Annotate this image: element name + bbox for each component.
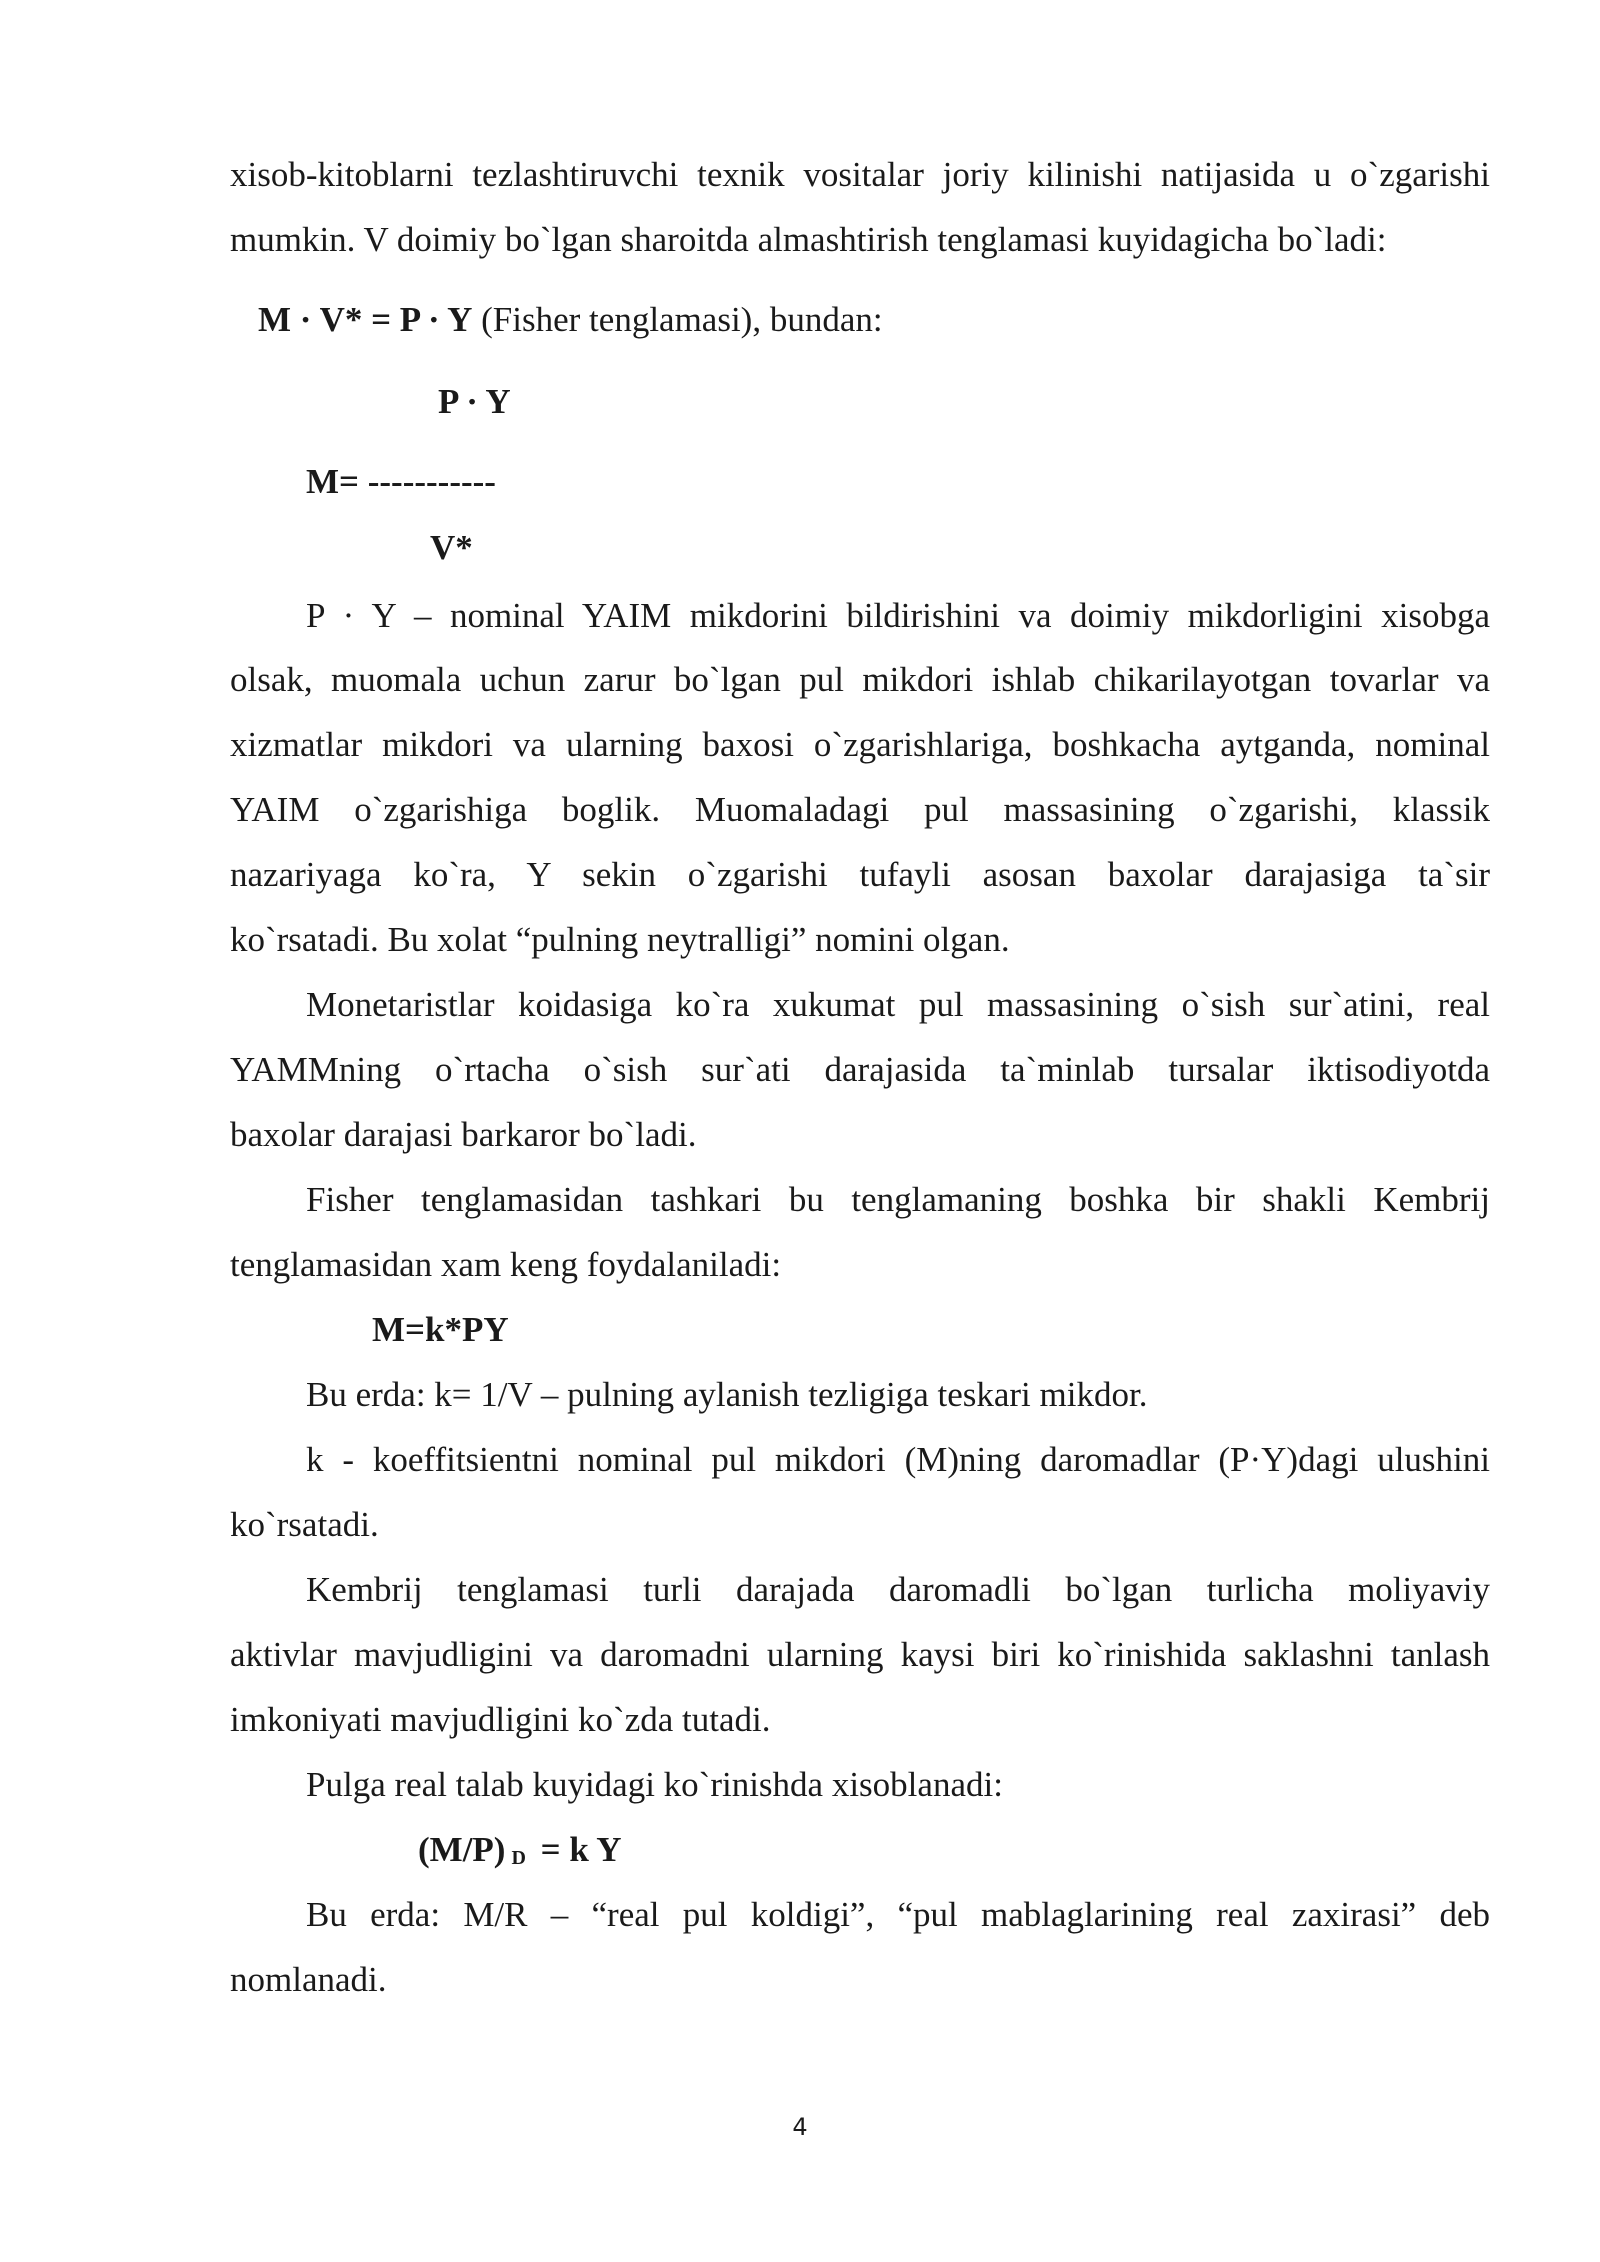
fraction-denominator: V* xyxy=(430,528,473,567)
fisher-equation: M · V* = P · Y xyxy=(258,300,473,339)
text-line-7: nazariyaga ko`ra, Y sekin o`zgarishi tufayli asosan baxolar darajasiga ta`sir xyxy=(230,855,1490,894)
page-number: 4 xyxy=(792,2113,808,2141)
text-line-10: YAMMning o`rtacha o`sish sur`ati darajasida ta`minlab tursalar iktisodiyotda xyxy=(230,1050,1490,1089)
text-line-8: ko`rsatadi. Bu xolat “pulning neytralligi” nomini olgan. xyxy=(230,920,1010,959)
real-demand-rhs: = k Y xyxy=(531,1830,622,1869)
fraction-numerator: P · Y xyxy=(438,382,511,421)
text-line-12: Fisher tenglamasidan tashkari bu tenglamaning boshka bir shakli Kembrij xyxy=(306,1180,1490,1219)
text-line-6: YAIM o`zgarishiga boglik. Muomaladagi pul massasining o`zgarishi, klassik xyxy=(230,790,1490,829)
fraction-lhs: M= ----------- xyxy=(306,462,496,501)
text-line-17: Kembrij tenglamasi turli darajada daromadli bo`lgan turlicha moliyaviy xyxy=(306,1570,1490,1609)
kembrij-formula: M=k*PY xyxy=(372,1310,509,1349)
text-line-14: Bu erda: k= 1/V – pulning aylanish tezligiga teskari mikdor. xyxy=(306,1375,1148,1414)
text-line-9: Monetaristlar koidasiga ko`ra xukumat pul massasining o`sish sur`atini, real xyxy=(306,985,1490,1024)
text-line-21: Bu erda: M/R – “real pul koldigi”, “pul mablaglarining real zaxirasi” deb xyxy=(306,1895,1490,1934)
text-line-16: ko`rsatadi. xyxy=(230,1505,379,1544)
real-demand-formula xyxy=(418,1830,622,1878)
text-line-3: P · Y – nominal YAIM mikdorini bildirishini va doimiy mikdorligini xisobga xyxy=(306,596,1490,635)
text-line-5: xizmatlar mikdori va ularning baxosi o`zgarishlariga, boshkacha aytganda, nominal xyxy=(230,725,1490,764)
text-line-2: mumkin. V doimiy bo`lgan sharoitda almashtirish tenglamasi kuyidagicha bo`ladi: xyxy=(230,220,1387,259)
text-line-19: imkoniyati mavjudligini ko`zda tutadi. xyxy=(230,1700,771,1739)
text-line-18: aktivlar mavjudligini va daromadni ularning kaysi biri ko`rinishida saklashni tanlash xyxy=(230,1635,1490,1674)
fisher-equation-line xyxy=(258,300,883,340)
fisher-equation-note: (Fisher tenglamasi), bundan: xyxy=(472,300,883,339)
text-line-22: nomlanadi. xyxy=(230,1960,387,1999)
text-line-4: olsak, muomala uchun zarur bo`lgan pul mikdori ishlab chikarilayotgan tovarlar va xyxy=(230,660,1490,699)
real-demand-subscript: D xyxy=(511,1847,526,1869)
text-line-11: baxolar darajasi barkaror bo`ladi. xyxy=(230,1115,697,1154)
text-line-15: k - koeffitsientni nominal pul mikdori (M)ning daromadlar (P·Y)dagi ulushini xyxy=(306,1440,1490,1479)
text-line-20: Pulga real talab kuyidagi ko`rinishda xisoblanadi: xyxy=(306,1765,1003,1804)
real-demand-lhs: (M/P) xyxy=(418,1830,506,1869)
text-line-13: tenglamasidan xam keng foydalaniladi: xyxy=(230,1245,782,1284)
text-line-1: xisob-kitoblarni tezlashtiruvchi texnik vositalar joriy kilinishi natijasida u o`zgarishi xyxy=(230,155,1490,194)
